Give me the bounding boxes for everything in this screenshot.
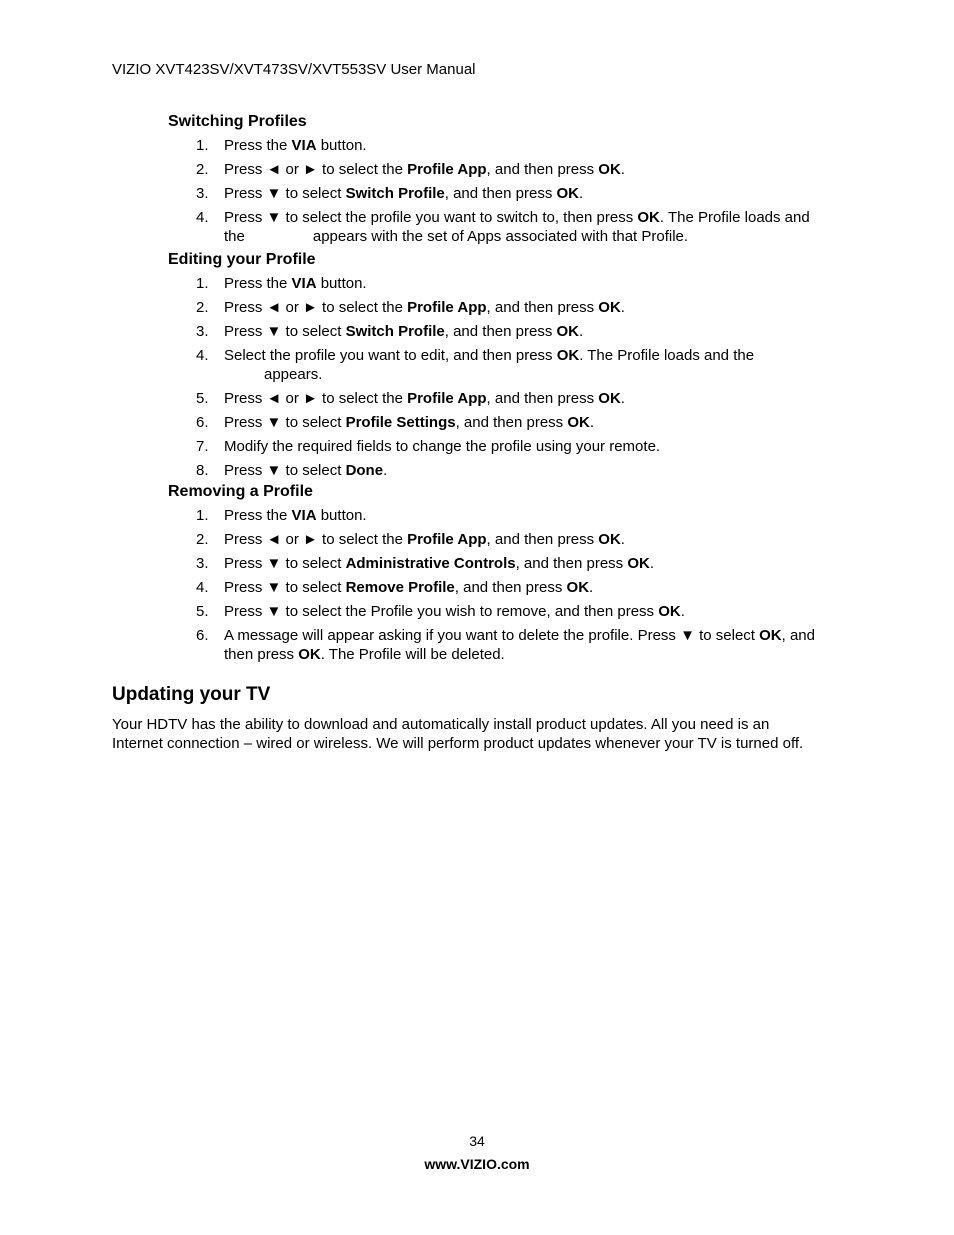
paragraph-line: Your HDTV has the ability to download and automatically install product updates. All you need is an bbox=[112, 716, 770, 733]
bold-term: OK bbox=[759, 627, 782, 644]
step-item bbox=[168, 530, 868, 549]
step-number: 6. bbox=[196, 627, 209, 644]
step-item bbox=[168, 160, 868, 179]
bold-term: Profile App bbox=[407, 299, 487, 316]
paragraph-line: Internet connection – wired or wireless. We will perform product updates whenever your TV is turned off. bbox=[112, 735, 804, 752]
step-number: 2. bbox=[196, 161, 209, 178]
step-item bbox=[168, 298, 868, 317]
step-number: 3. bbox=[196, 555, 209, 572]
step-text: Press ▼ to select the profile you want to switch to, then press OK. The Profile loads and bbox=[224, 209, 810, 226]
step-text: Select the profile you want to edit, and then press OK. The Profile loads and the bbox=[224, 347, 755, 364]
bold-term: OK bbox=[598, 531, 621, 548]
bold-term: OK bbox=[598, 161, 621, 178]
bold-term: VIA bbox=[291, 137, 317, 154]
step-text: Press ▼ to select Switch Profile, and then press OK. bbox=[224, 185, 584, 202]
step-item bbox=[168, 136, 868, 155]
removing-profile-section bbox=[168, 482, 868, 664]
bold-term: OK bbox=[556, 347, 580, 364]
page-number: 34 bbox=[469, 1133, 485, 1149]
step-text: Press the VIA button. bbox=[224, 137, 367, 154]
editing-profile-section bbox=[168, 250, 868, 480]
step-item bbox=[168, 437, 868, 456]
step-text: Press the VIA button. bbox=[224, 275, 367, 292]
step-number: 2. bbox=[196, 299, 209, 316]
bold-term: Switch Profile bbox=[345, 323, 445, 340]
updating-paragraph bbox=[112, 715, 852, 753]
step-item bbox=[168, 506, 868, 525]
step-number: 1. bbox=[196, 275, 209, 292]
step-text: Press ◄ or ► to select the Profile App, and then press OK. bbox=[224, 161, 625, 178]
bold-term: Profile Settings bbox=[345, 414, 456, 431]
step-item bbox=[168, 346, 868, 384]
section-heading: Switching Profiles bbox=[168, 113, 307, 130]
step-text: Press ◄ or ► to select the Profile App, and then press OK. bbox=[224, 299, 625, 316]
updating-heading: Updating your TV bbox=[112, 684, 271, 705]
step-text: Press ▼ to select Profile Settings, and then press OK. bbox=[224, 414, 595, 431]
step-text: A message will appear asking if you want to delete the profile. Press ▼ to select OK, and bbox=[224, 627, 815, 644]
bold-term: OK bbox=[598, 390, 621, 407]
bold-term: OK bbox=[598, 299, 621, 316]
step-number: 1. bbox=[196, 507, 209, 524]
step-item bbox=[168, 413, 868, 432]
bold-term: OK bbox=[298, 646, 321, 663]
step-text: appears. bbox=[264, 366, 323, 383]
step-text: then press OK. The Profile will be deleted. bbox=[224, 646, 505, 663]
step-text: Press the VIA button. bbox=[224, 507, 367, 524]
steps-list bbox=[168, 274, 868, 480]
step-number: 6. bbox=[196, 414, 209, 431]
step-text: the appears with the set of Apps associated with that Profile. bbox=[224, 228, 689, 245]
step-item bbox=[168, 274, 868, 293]
steps-list bbox=[168, 506, 868, 664]
step-item bbox=[168, 602, 868, 621]
steps-list bbox=[168, 136, 868, 246]
step-item bbox=[168, 626, 868, 664]
bold-term: Profile App bbox=[407, 161, 487, 178]
bold-term: OK bbox=[556, 185, 579, 202]
step-number: 3. bbox=[196, 185, 209, 202]
step-item bbox=[168, 389, 868, 408]
bold-term: Profile App bbox=[407, 531, 487, 548]
section-heading: Editing your Profile bbox=[168, 251, 316, 268]
step-text: Modify the required fields to change the profile using your remote. bbox=[224, 438, 661, 455]
bold-term: Profile App bbox=[407, 390, 487, 407]
bold-term: Done bbox=[345, 462, 384, 479]
bold-term: OK bbox=[566, 579, 590, 596]
step-number: 4. bbox=[196, 347, 209, 364]
step-number: 3. bbox=[196, 323, 209, 340]
step-number: 4. bbox=[196, 209, 209, 226]
bold-term: Administrative Controls bbox=[345, 555, 516, 572]
step-number: 4. bbox=[196, 579, 209, 596]
step-item bbox=[168, 208, 868, 246]
bold-term: OK bbox=[637, 209, 660, 226]
manual-title: VIZIO XVT423SV/XVT473SV/XVT553SV User Manual bbox=[112, 61, 476, 78]
bold-term: Remove Profile bbox=[345, 579, 455, 596]
section-heading: Removing a Profile bbox=[168, 483, 313, 500]
step-number: 5. bbox=[196, 390, 209, 407]
bold-term: OK bbox=[556, 323, 579, 340]
bold-term: OK bbox=[567, 414, 590, 431]
step-text: Press ◄ or ► to select the Profile App, and then press OK. bbox=[224, 531, 625, 548]
step-number: 1. bbox=[196, 137, 209, 154]
step-text: Press ▼ to select the Profile you wish to remove, and then press OK. bbox=[224, 603, 685, 620]
switching-profiles-section bbox=[168, 112, 868, 246]
step-number: 7. bbox=[196, 438, 209, 455]
bold-term: VIA bbox=[291, 507, 317, 524]
step-number: 8. bbox=[196, 462, 209, 479]
step-text: Press ▼ to select Switch Profile, and then press OK. bbox=[224, 323, 584, 340]
footer-url: www.VIZIO.com bbox=[424, 1156, 530, 1172]
step-item bbox=[168, 578, 868, 597]
step-number: 2. bbox=[196, 531, 209, 548]
bold-term: OK bbox=[627, 555, 650, 572]
step-item bbox=[168, 322, 868, 341]
step-text: Press ▼ to select Administrative Controls, and then press OK. bbox=[224, 555, 655, 572]
step-text: Press ▼ to select Remove Profile, and then press OK. bbox=[224, 579, 594, 596]
step-number: 5. bbox=[196, 603, 209, 620]
bold-term: Switch Profile bbox=[345, 185, 445, 202]
step-text: Press ◄ or ► to select the Profile App, and then press OK. bbox=[224, 390, 625, 407]
bold-term: VIA bbox=[291, 275, 317, 292]
step-item bbox=[168, 554, 868, 573]
step-item bbox=[168, 461, 868, 480]
step-item bbox=[168, 184, 868, 203]
step-text: Press ▼ to select Done. bbox=[224, 462, 388, 479]
bold-term: OK bbox=[658, 603, 681, 620]
